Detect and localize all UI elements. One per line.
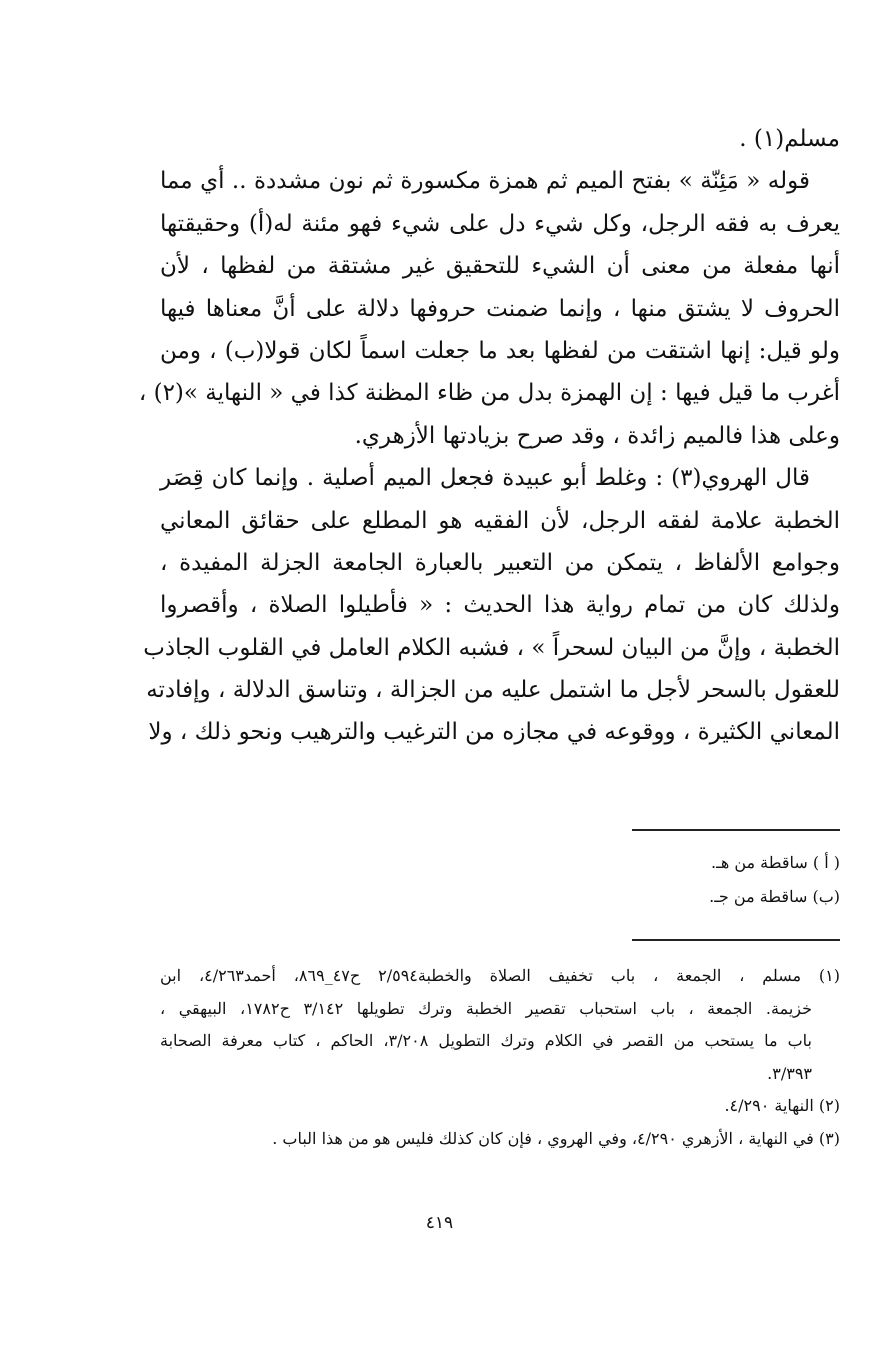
text-line: قوله « مَئِنّة » بفتح الميم ثم همزة مكسورة ثم نون مشددة .. أي مما — [160, 168, 810, 195]
page-number: ٤١٩ — [425, 1213, 454, 1233]
variant-notes-divider — [632, 829, 840, 831]
text-line: المعاني الكثيرة ، ووقوعه في مجازه من الترغيب والترهيب ونحو ذلك ، ولا — [148, 719, 840, 746]
text-line: الحروف لا يشتق منها ، وإنما ضمنت حروفها دلالة على أنَّ معناها فيها — [160, 295, 840, 322]
text-line: قال الهروي(٣) : وغلط أبو عبيدة فجعل الميم أصلية . وإنما كان قِصَر — [160, 465, 810, 492]
text-line: يعرف به فقه الرجل، وكل شيء دل على شيء فهو مئنة له(أ) وحقيقتها — [160, 210, 840, 237]
footnote-line: باب ما يستحب من القصر في الكلام وترك التطويل ٣/٢٠٨، الحاكم ، كتاب معرفة الصحابة — [160, 1031, 812, 1050]
footnote-line: (٢) النهاية ٤/٢٩٠. — [724, 1096, 840, 1115]
text-line: للعقول بالسحر لأجل ما اشتمل عليه من الجزالة ، وتناسق الدلالة ، وإفادته — [146, 677, 840, 704]
text-line: وجوامع الألفاظ ، يتمكن من التعبير بالعبارة الجامعة الجزلة المفيدة ، — [160, 549, 840, 576]
text-line: أغرب ما قيل فيها : إن الهمزة بدل من ظاء المظنة كذا في « النهاية »(٢) ، — [138, 380, 840, 407]
text-line: مسلم(١) . — [739, 126, 840, 152]
text-line: ولذلك كان من تمام رواية هذا الحديث : « فأطيلوا الصلاة ، وأقصروا — [160, 592, 840, 619]
footnote-line: (١) مسلم ، الجمعة ، باب تخفيف الصلاة والخطبة٢/٥٩٤ ح٤٧_٨٦٩، أحمد٤/٢٦٣، ابن — [160, 966, 841, 985]
variant-note: (ب) ساقطة من جـ. — [709, 887, 840, 906]
footnote-line: (٣) في النهاية ، الأزهري ٤/٢٩٠، وفي الهروي ، فإن كان كذلك فليس هو من هذا الباب . — [272, 1128, 840, 1148]
main-text — [138, 118, 840, 754]
text-line: أنها مفعلة من معنى أن الشيء للتحقيق غير مشتقة من لفظها ، لأن — [160, 253, 840, 280]
footnote-line: ٣/٣٩٣. — [767, 1063, 812, 1083]
text-line: وعلى هذا فالميم زائدة ، وقد صرح بزيادتها الأزهري. — [354, 422, 840, 449]
text-line: ولو قيل: إنها اشتقت من لفظها بعد ما جعلت اسماً لكان قولا(ب) ، ومن — [160, 337, 840, 364]
text-line: الخطبة علامة لفقه الرجل، لأن الفقيه هو المطلع على حقائق المعاني — [160, 507, 840, 534]
footnotes — [160, 960, 840, 1155]
variant-notes — [400, 846, 840, 914]
text-line: الخطبة ، وإنَّ من البيان لسحراً » ، فشبه الكلام العامل في القلوب الجاذب — [143, 634, 840, 661]
footnote-line: خزيمة. الجمعة ، باب استحباب تقصير الخطبة وترك تطويلها ٣/١٤٢ ح١٧٨٢، البيهقي ، — [160, 998, 812, 1018]
footnotes-divider — [632, 939, 840, 941]
variant-note: ( أ ) ساقطة من هـ. — [711, 853, 840, 872]
